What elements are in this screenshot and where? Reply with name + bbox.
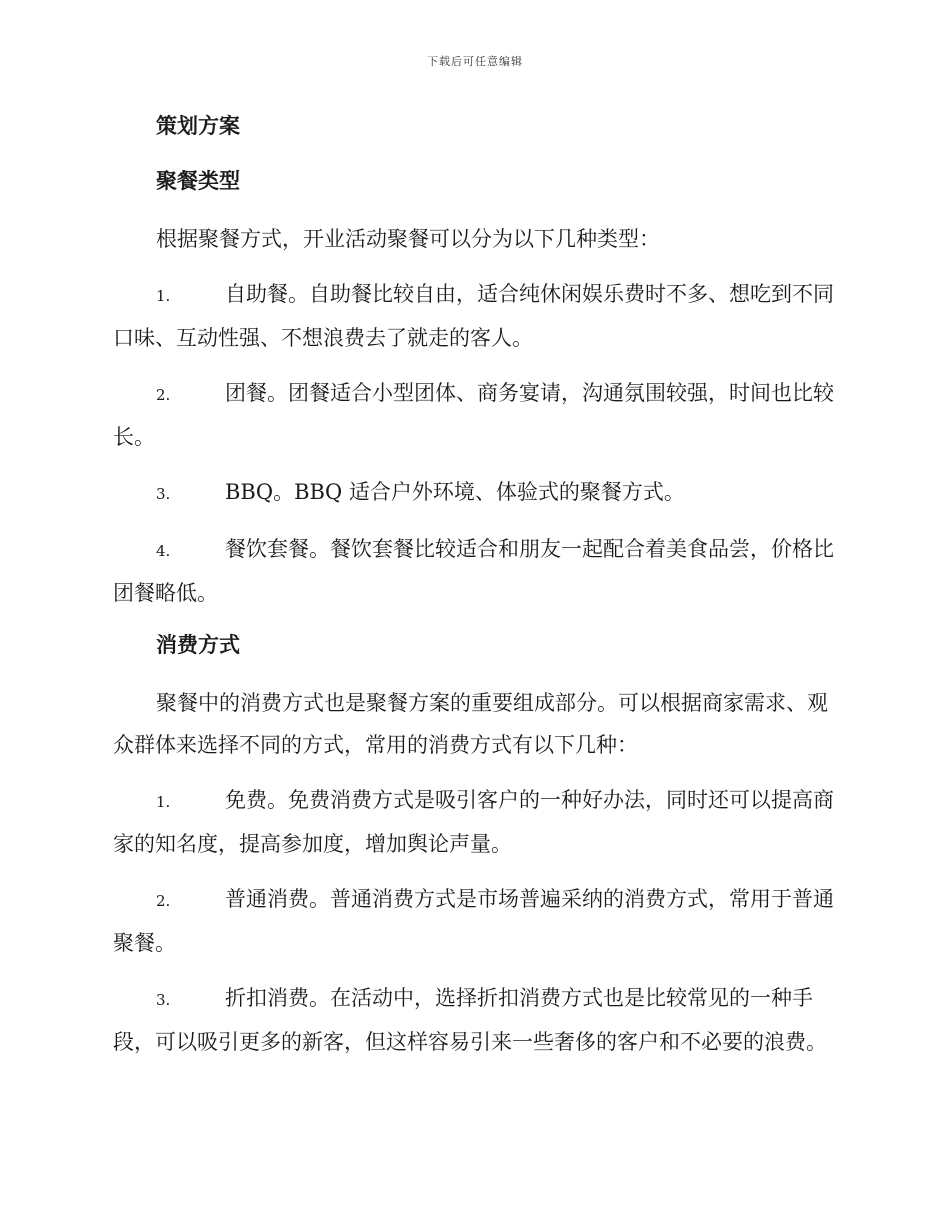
list-item-number: 3. bbox=[156, 991, 171, 1009]
list-item-text: 折扣消费。在活动中，选择折扣消费方式也是比较常见的一种手段，可以吸引更多的新客，但这样容易引来一些奢侈的客户和不必要的浪费。 bbox=[113, 986, 827, 1054]
list-item bbox=[113, 528, 835, 614]
list-item bbox=[113, 372, 835, 458]
list-item-text: 餐饮套餐。餐饮套餐比较适合和朋友一起配合着美食品尝，价格比团餐略低。 bbox=[113, 537, 834, 605]
list-item bbox=[113, 471, 835, 515]
list-item-number: 2. bbox=[156, 892, 171, 910]
list-item-text: BBQ。BBQ 适合户外环境、体验式的聚餐方式。 bbox=[225, 480, 685, 504]
list-item-number: 2. bbox=[156, 386, 171, 404]
list-item-text: 免费。免费消费方式是吸引客户的一种好办法，同时还可以提高商家的知名度，提高参加度，增加舆论声量。 bbox=[113, 788, 834, 856]
list-item bbox=[113, 977, 835, 1063]
section-intro-payment-methods: 聚餐中的消费方式也是聚餐方案的重要组成部分。可以根据商家需求、观众群体来选择不同的方式，常用的消费方式有以下几种： bbox=[113, 691, 828, 757]
header-note: 下载后可任意编辑 bbox=[427, 55, 523, 68]
document-title: 策划方案 bbox=[156, 114, 240, 138]
section-heading-dining-types: 聚餐类型 bbox=[156, 169, 240, 193]
section-intro-dining-types: 根据聚餐方式，开业活动聚餐可以分为以下几种类型： bbox=[156, 227, 660, 251]
list-item bbox=[113, 273, 835, 359]
section-heading-payment-methods: 消费方式 bbox=[156, 633, 240, 657]
list-item-number: 1. bbox=[156, 287, 171, 305]
list-item bbox=[113, 878, 835, 964]
list-item-number: 1. bbox=[156, 793, 171, 811]
list-item-text: 自助餐。自助餐比较自由，适合纯休闲娱乐费时不多、想吃到不同口味、互动性强、不想浪费去了就走的客人。 bbox=[113, 282, 834, 350]
list-item-text: 普通消费。普通消费方式是市场普遍采纳的消费方式，常用于普通聚餐。 bbox=[113, 887, 834, 955]
list-item-number: 3. bbox=[156, 485, 171, 503]
document-body bbox=[113, 108, 835, 1076]
list-item-number: 4. bbox=[156, 542, 171, 560]
list-item bbox=[113, 779, 835, 865]
list-item-text: 团餐。团餐适合小型团体、商务宴请，沟通氛围较强，时间也比较长。 bbox=[113, 381, 834, 449]
